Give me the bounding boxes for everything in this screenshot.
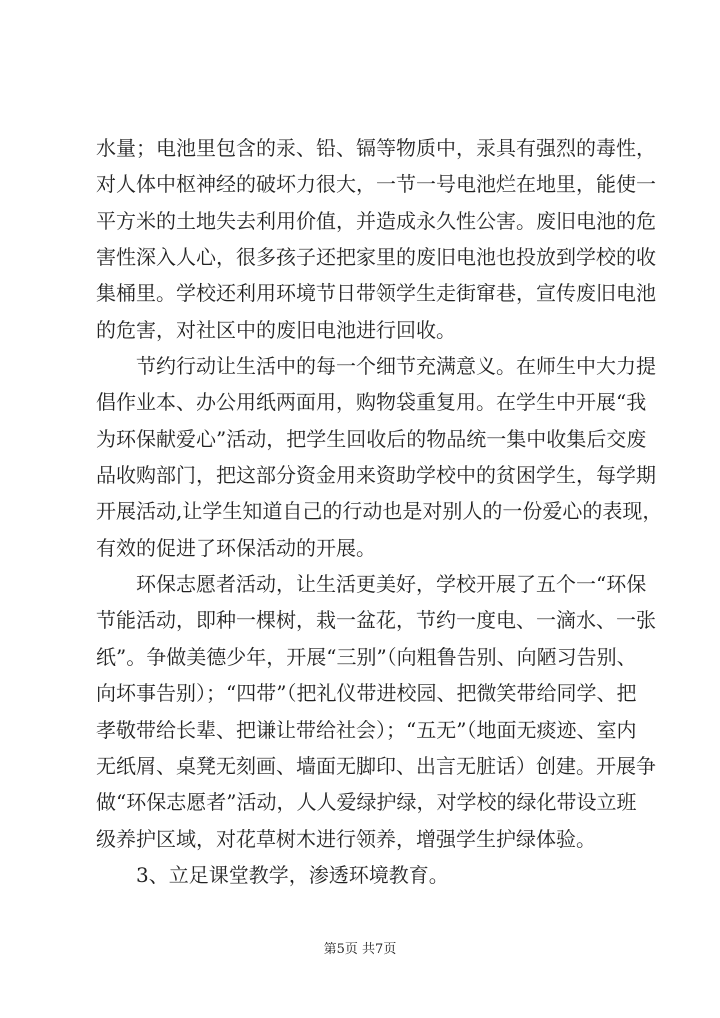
text-line: 节能活动，即种一棵树，栽一盆花，节约一度电、一滴水、一张 [96,608,656,633]
document-body [96,130,663,893]
text-line: 倡作业本、办公用纸两面用，购物袋重复用。在学生中开展“我 [96,390,647,415]
paragraph [96,857,628,893]
text-line: 孝敬带给长辈、把谦让带给社会）；“五无”（地面无痰迹、室内 [96,717,637,742]
text-line: 做“环保志愿者”活动，人人爱绿护绿，对学校的绿化带设立班 [96,790,637,815]
paragraph [96,348,663,566]
page-footer: 第5页 共7页 [323,942,397,957]
text-line: 平方米的土地失去利用价值，并造成永久性公害。废旧电池的危 [96,208,656,233]
text-line: 集桶里。学校还利用环境节日带领学生走街窜巷，宣传废旧电池 [96,281,656,306]
text-line: 有效的促进了环保活动的开展。 [96,535,376,560]
text-line: 的危害，对社区中的废旧电池进行回收。 [96,317,456,342]
text-line: 级养护区域，对花草树木进行领养，增强学生护绿体验。 [96,826,596,851]
text-line: 水量；电池里包含的汞、铅、镉等物质中，汞具有强烈的毒性， [96,136,656,160]
paragraph [96,130,656,348]
text-line: 为环保献爱心”活动，把学生回收后的物品统一集中收集后交废 [96,426,647,451]
text-line: 对人体中枢神经的破坏力很大，一节一号电池烂在地里，能使一 [96,172,656,197]
text-line: 节约行动让生活中的每一个细节充满意义。在师生中大力提 [136,354,656,379]
text-line: 无纸屑、桌凳无刻画、墙面无脚印、出言无脏话）创建。开展争 [96,753,656,778]
text-line: 向坏事告别）；“四带”（把礼仪带进校园、把微笑带给同学、把 [96,681,637,706]
text-line: 纸”。争做美德少年，开展“三别”（向粗鲁告别、向陋习告别、 [96,644,637,669]
text-line: 害性深入人心，很多孩子还把家里的废旧电池也投放到学校的收 [96,245,656,270]
text-line: 3、立足课堂教学，渗透环境教育。 [136,862,449,887]
text-line: 环保志愿者活动，让生活更美好，学校开展了五个一“环保 [136,572,647,597]
text-line: 品收购部门，把这部分资金用来资助学校中的贫困学生，每学期 [96,463,656,488]
paragraph [96,566,656,857]
text-line: 开展活动,让学生知道自己的行动也是对别人的一份爱心的表现， [96,499,663,524]
